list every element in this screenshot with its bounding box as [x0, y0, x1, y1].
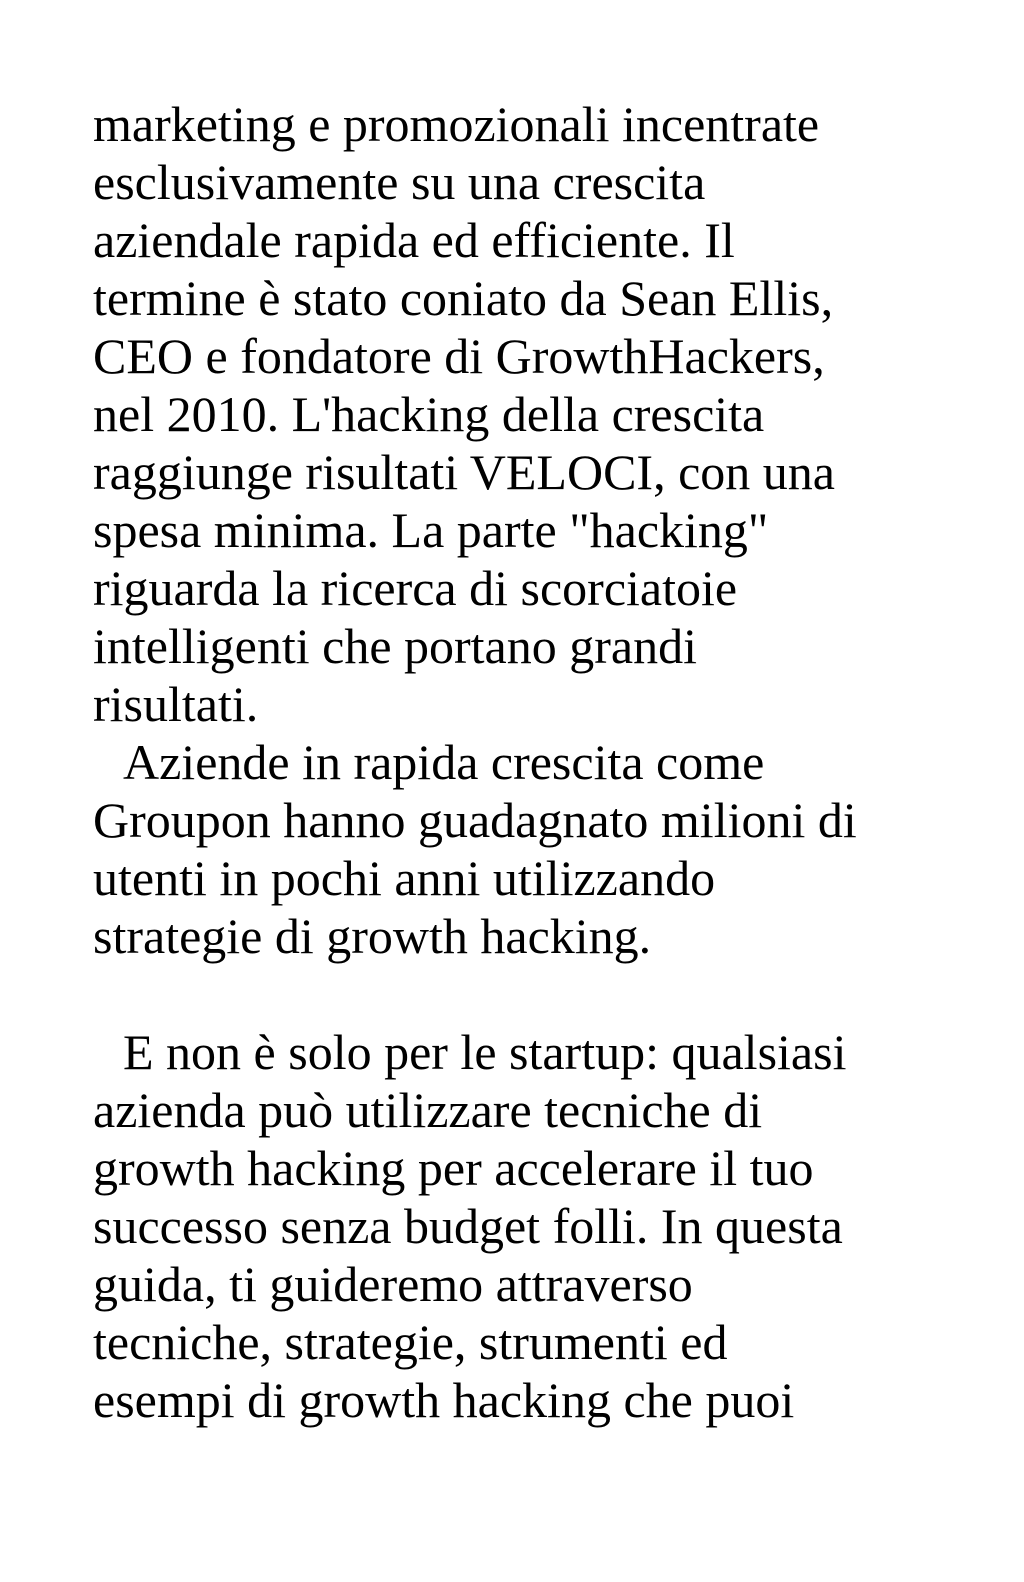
text-line: guida, ti guideremo attraverso — [93, 1256, 693, 1312]
text-line: successo senza budget folli. In questa — [93, 1198, 843, 1254]
paragraph — [93, 1023, 973, 1429]
text-line: nel 2010. L'hacking della crescita — [93, 386, 765, 442]
text-line: risultati. — [93, 676, 259, 732]
text-line: CEO e fondatore di GrowthHackers, — [93, 328, 825, 384]
text-line: intelligenti che portano grandi — [93, 618, 697, 674]
text-line: raggiunge risultati VELOCI, con una — [93, 444, 835, 500]
text-line: esclusivamente su una crescita — [93, 154, 706, 210]
text-line: esempi di growth hacking che puoi — [93, 1372, 795, 1428]
text-line: growth hacking per accelerare il tuo — [93, 1140, 814, 1196]
paragraph — [93, 733, 973, 965]
text-line: azienda può utilizzare tecniche di — [93, 1082, 763, 1138]
paragraph — [93, 95, 973, 733]
text-line: termine è stato coniato da Sean Ellis, — [93, 270, 834, 326]
text-line: Aziende in rapida crescita come — [123, 734, 765, 790]
text-line: aziendale rapida ed efficiente. Il — [93, 212, 735, 268]
text-line: tecniche, strategie, strumenti ed — [93, 1314, 728, 1370]
text-line: spesa minima. La parte "hacking" — [93, 502, 769, 558]
text-line: utenti in pochi anni utilizzando — [93, 850, 716, 906]
text-line: riguarda la ricerca di scorciatoie — [93, 560, 738, 616]
paragraph-spacer — [93, 965, 973, 1023]
text-line: Groupon hanno guadagnato milioni di — [93, 792, 857, 848]
text-line: strategie di growth hacking. — [93, 908, 652, 964]
text-line: E non è solo per le startup: qualsiasi — [123, 1024, 847, 1080]
text-line: marketing e promozionali incentrate — [93, 96, 820, 152]
body-text — [93, 95, 973, 1429]
